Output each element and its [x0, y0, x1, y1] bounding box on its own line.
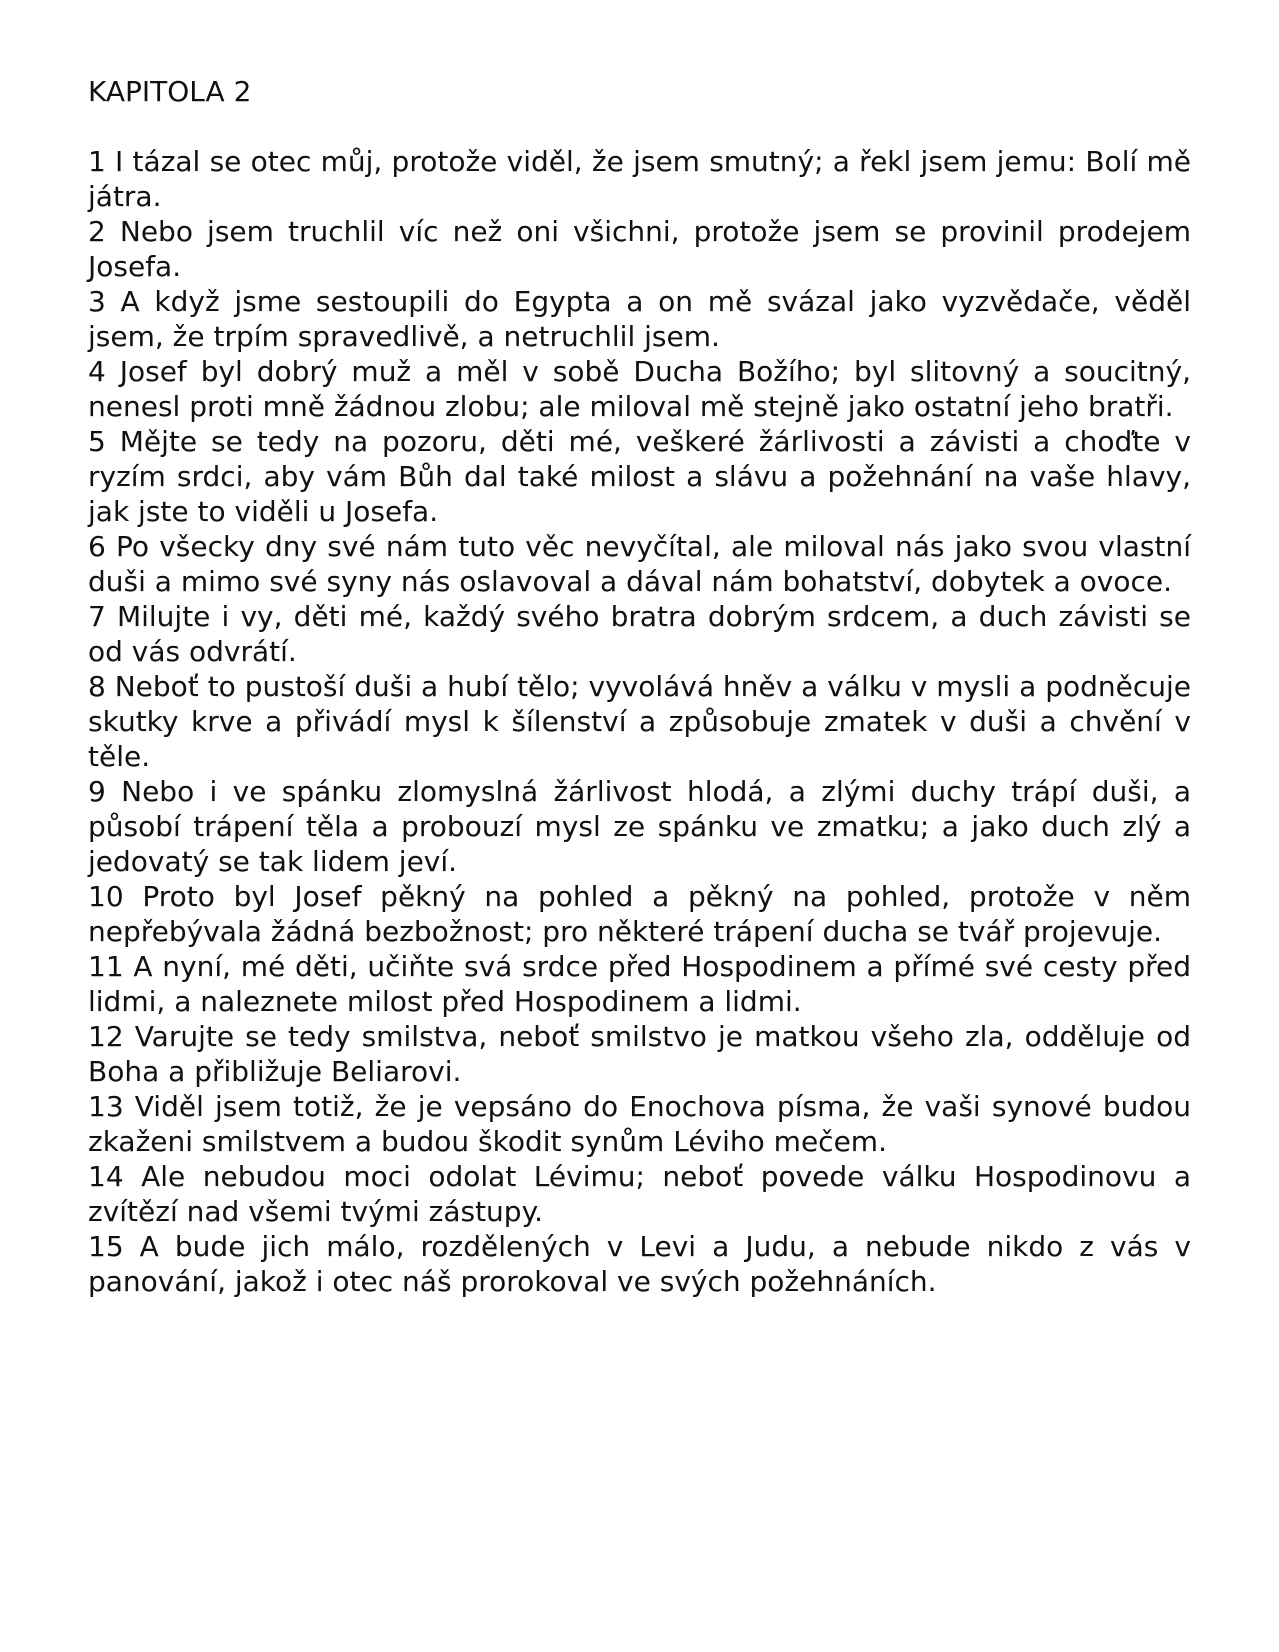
- document-page: [88, 74, 1191, 1299]
- chapter-title: KAPITOLA 2: [88, 75, 252, 108]
- verse: 3 A když jsme sestoupili do Egypta a on mě svázal jako vyzvědače, věděl jsem, že trpím spravedlivě, a netruchlil jsem.: [88, 285, 1191, 353]
- verse: 4 Josef byl dobrý muž a měl v sobě Ducha Božího; byl slitovný a soucitný, nenesl proti mně žádnou zlobu; ale miloval mě stejně jako ostatní jeho bratři.: [88, 355, 1191, 423]
- verse: 9 Nebo i ve spánku zlomyslná žárlivost hlodá, a zlými duchy trápí duši, a působí trápení těla a probouzí mysl ze spánku ve zmatku; a jako duch zlý a jedovatý se tak lidem jeví.: [88, 775, 1191, 878]
- verse: 6 Po všecky dny své nám tuto věc nevyčítal, ale miloval nás jako svou vlastní duši a mimo své syny nás oslavoval a dával nám bohatství, dobytek a ovoce.: [88, 530, 1191, 598]
- verse: 10 Proto byl Josef pěkný na pohled a pěkný na pohled, protože v něm nepřebývala žádná bezbožnost; pro některé trápení ducha se tvář projevuje.: [88, 880, 1191, 948]
- verse: 2 Nebo jsem truchlil víc než oni všichni, protože jsem se provinil prodejem Josefa.: [88, 215, 1191, 283]
- verse: 13 Viděl jsem totiž, že je vepsáno do Enochova písma, že vaši synové budou zkaženi smilstvem a budou škodit synům Léviho mečem.: [88, 1090, 1191, 1158]
- verse: 12 Varujte se tedy smilstva, neboť smilstvo je matkou všeho zla, odděluje od Boha a přibližuje Beliarovi.: [88, 1020, 1191, 1088]
- verse: 8 Neboť to pustoší duši a hubí tělo; vyvolává hněv a válku v mysli a podněcuje skutky krve a přivádí mysl k šílenství a způsobuje zmatek v duši a chvění v těle.: [88, 670, 1191, 773]
- verse: 5 Mějte se tedy na pozoru, děti mé, veškeré žárlivosti a závisti a choďte v ryzím srdci, aby vám Bůh dal také milost a slávu a požehnání na vaše hlavy, jak jste to viděli u Josefa.: [88, 425, 1191, 528]
- verse: 7 Milujte i vy, děti mé, každý svého bratra dobrým srdcem, a duch závisti se od vás odvrátí.: [88, 600, 1191, 668]
- verse: 11 A nyní, mé děti, učiňte svá srdce před Hospodinem a přímé své cesty před lidmi, a naleznete milost před Hospodinem a lidmi.: [88, 950, 1191, 1018]
- verse: 1 I tázal se otec můj, protože viděl, že jsem smutný; a řekl jsem jemu: Bolí mě játra.: [88, 145, 1191, 213]
- verse-list: [88, 144, 1191, 1299]
- verse: 14 Ale nebudou moci odolat Lévimu; neboť povede válku Hospodinovu a zvítězí nad všemi tvými zástupy.: [88, 1160, 1191, 1228]
- verse: 15 A bude jich málo, rozdělených v Levi a Judu, a nebude nikdo z vás v panování, jakož i otec náš prorokoval ve svých požehnáních.: [88, 1230, 1191, 1298]
